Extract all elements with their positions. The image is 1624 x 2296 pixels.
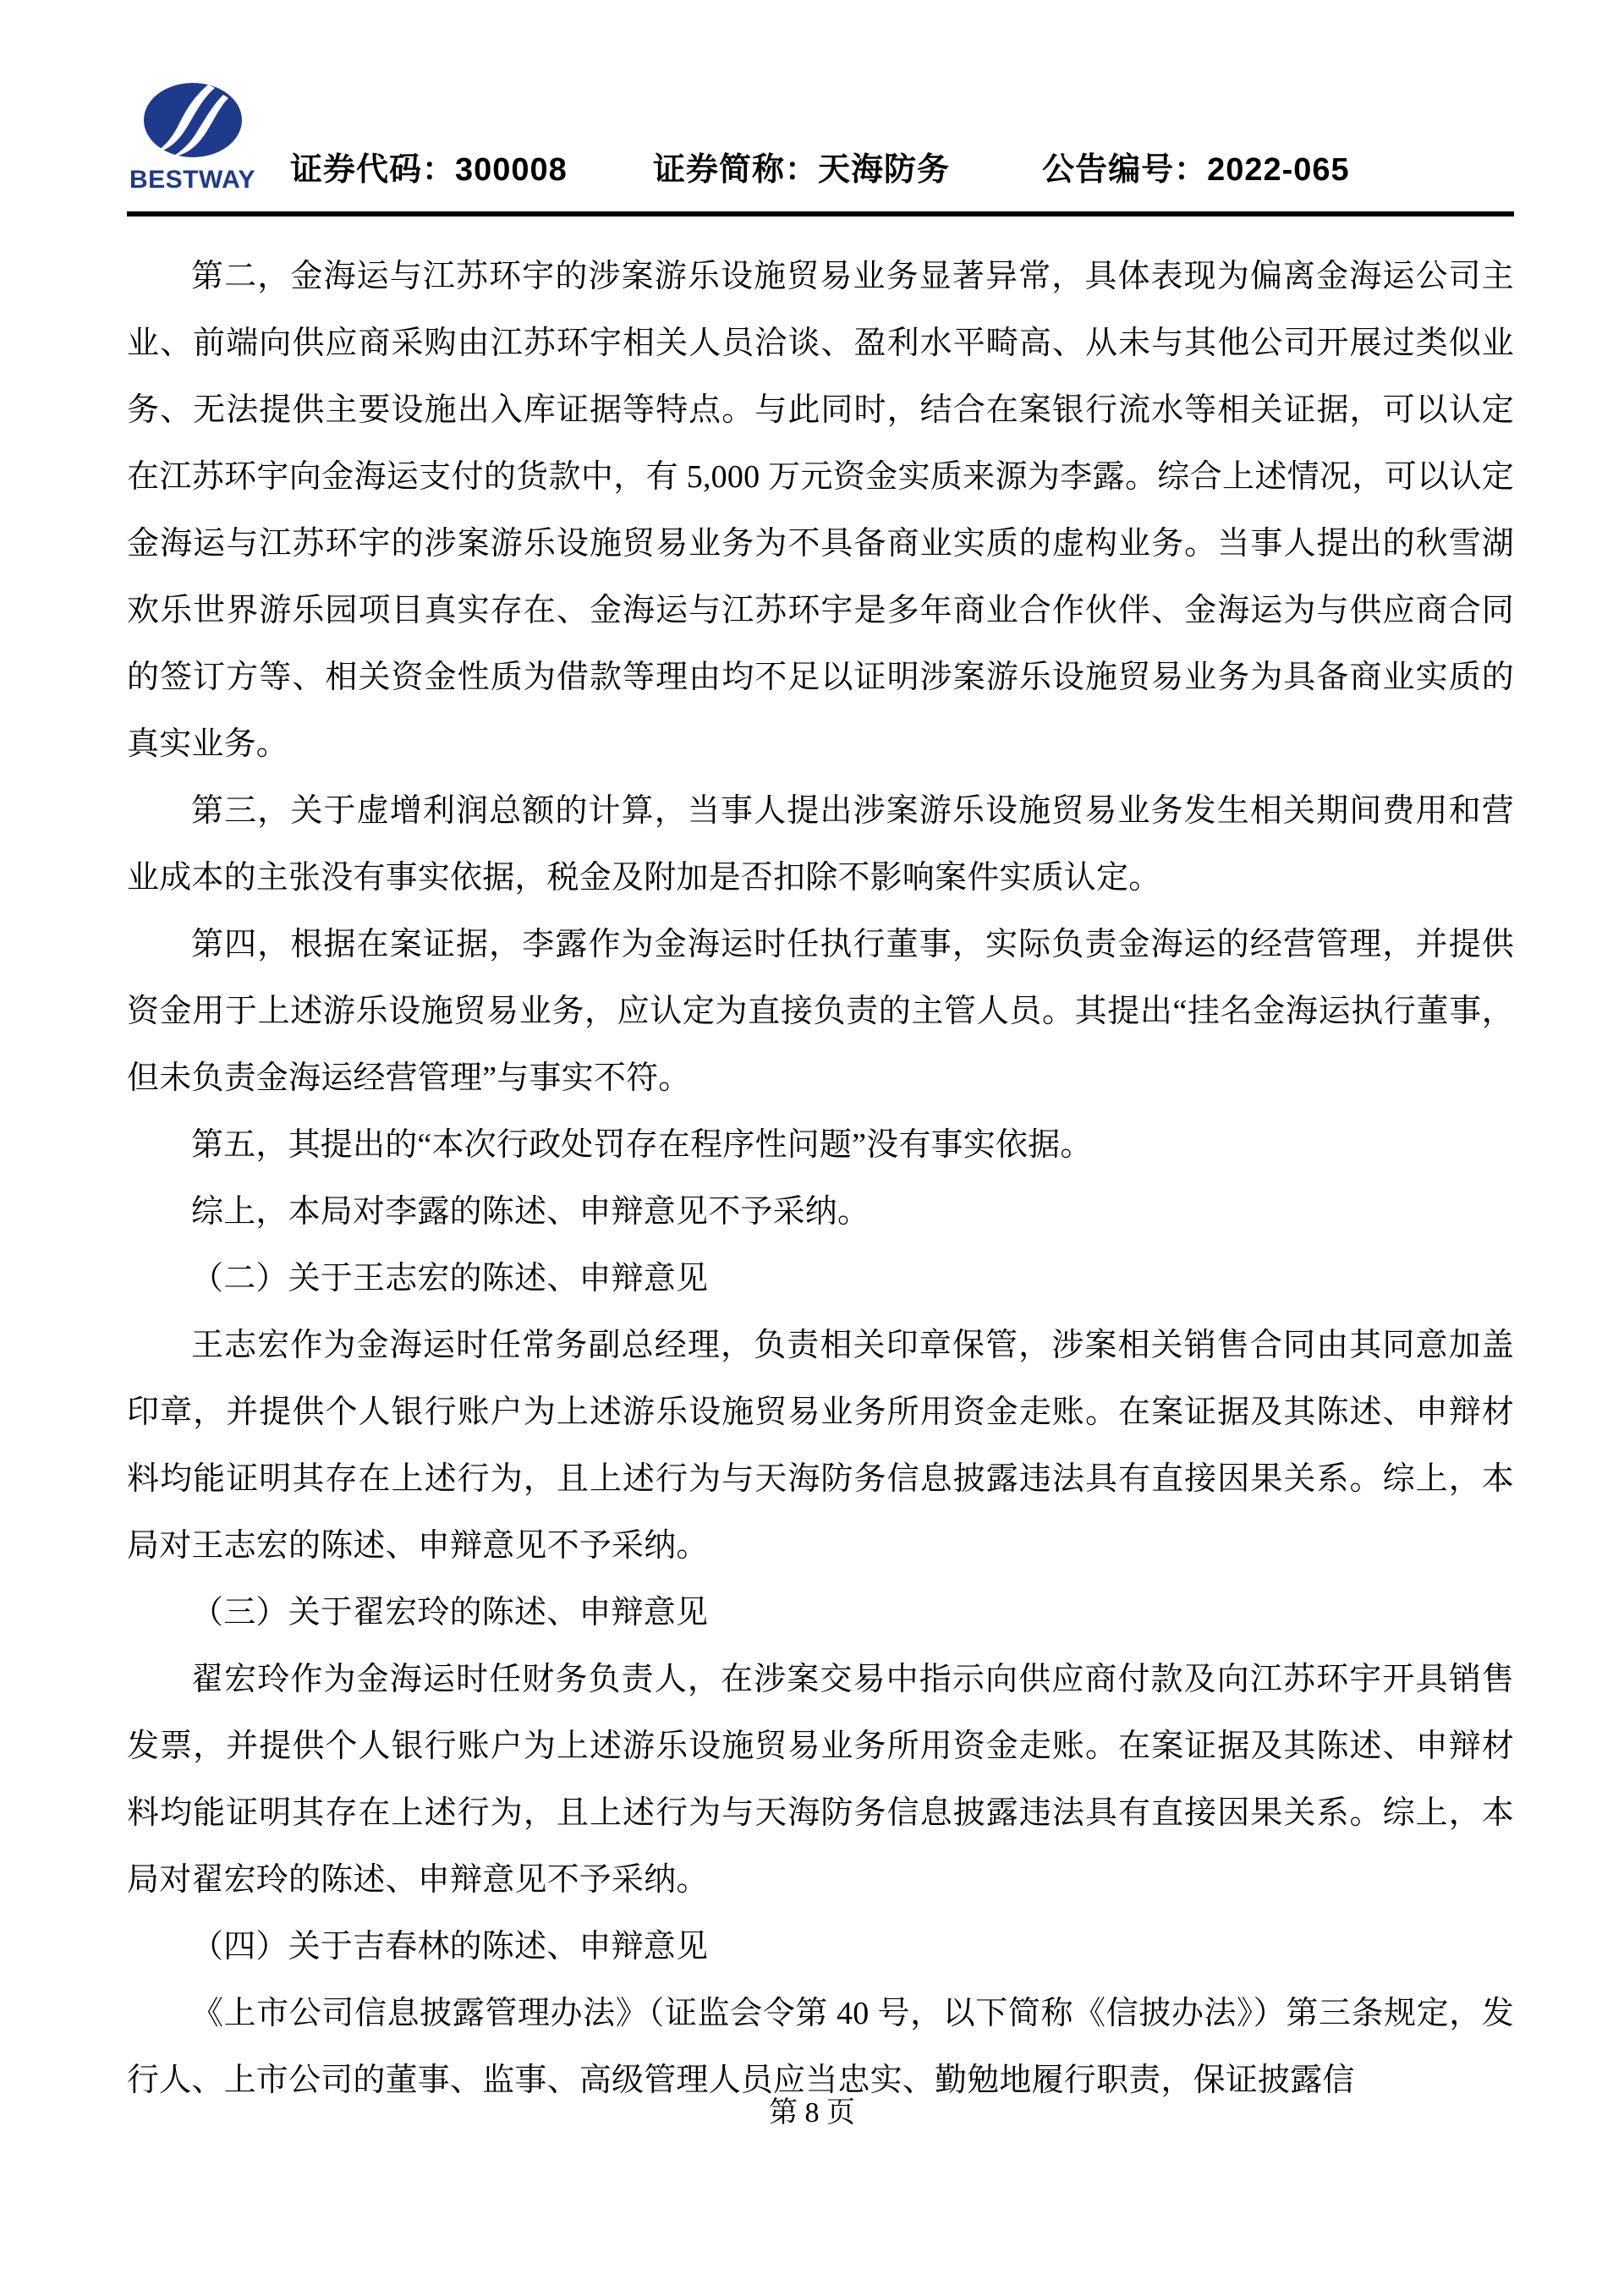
paragraph-jichunlin: 《上市公司信息披露管理办法》（证监会令第 40 号，以下简称《信披办法》）第三条规定，发行人、上市公司的董事、监事、高级管理人员应当忠实、勤勉地履行职责，保证披露信: [127, 1996, 1514, 2098]
paragraph-summary-lilu: 综上，本局对李露的陈述、申辩意见不予采纳。: [191, 1194, 870, 1230]
document-body: [127, 244, 1514, 2114]
paragraph-wangzhihong: 王志宏作为金海运时任常务副总经理，负责相关印章保管，涉案相关销售合同由其同意加盖印章，并提供个人银行账户为上述游乐设施贸易业务所用资金走账。在案证据及其陈述、申辩材料均能证明其存在上述行为，且上述行为与天海防务信息披露违法具有直接因果关系。综上，本局对王志宏的陈述、申辩意见不予采纳。: [127, 1328, 1514, 1564]
page-header: [127, 76, 1514, 224]
stock-short-name: 证券简称：天海防务: [652, 152, 950, 188]
paragraph-zhaihongling: 翟宏玲作为金海运时任财务负责人，在涉案交易中指示向供应商付款及向江苏环宇开具销售发票，并提供个人银行账户为上述游乐设施贸易业务所用资金走账。在案证据及其陈述、申辩材料均能证明其存在上述行为，且上述行为与天海防务信息披露违法具有直接因果关系。综上，本局对翟宏玲的陈述、申辩意见不予采纳。: [127, 1662, 1514, 1898]
company-logo: [127, 76, 258, 211]
announcement-number: 公告编号：2022-065: [1042, 152, 1350, 188]
heading-jichunlin: （四）关于吉春林的陈述、申辩意见: [191, 1929, 709, 1964]
paragraph-third: 第三，关于虚增利润总额的计算，当事人提出涉案游乐设施贸易业务发生相关期间费用和营业成本的主张没有事实依据，税金及附加是否扣除不影响案件实质认定。: [127, 793, 1514, 896]
bestway-ellipse-logo-icon: [142, 76, 244, 171]
paragraph-fifth: 第五，其提出的“本次行政处罚存在程序性问题”没有事实依据。: [191, 1127, 1093, 1163]
heading-zhaihongling: （三）关于翟宏玲的陈述、申辩意见: [191, 1595, 709, 1630]
heading-wangzhihong: （二）关于王志宏的陈述、申辩意见: [191, 1261, 709, 1296]
page-footer: [0, 2099, 1624, 2128]
stock-code: 证券代码：300008: [290, 152, 568, 188]
paragraph-second: 第二，金海运与江苏环宇的涉案游乐设施贸易业务显著异常，具体表现为偏离金海运公司主业、前端向供应商采购由江苏环宇相关人员洽谈、盈利水平畸高、从未与其他公司开展过类似业务、无法提供主要设施出入库证据等特点。与此同时，结合在案银行流水等相关证据，可以认定在江苏环宇向金海运支付的货款中，有 5,000 万元资金实质来源为李露。综合上述情况，可以认定金海运与江苏环宇的涉案游乐设施贸易业务为不具备商业实质的虚构业务。当事人提出的秋雪湖欢乐世界游乐园项目真实存在、金海运与江苏环宇是多年商业合作伙伴、金海运为与供应商合同的签订方等、相关资金性质为借款等理由均不足以证明涉案游乐设施贸易业务为具备商业实质的真实业务。: [127, 259, 1514, 762]
page-number: 第 8 页: [769, 2097, 855, 2129]
header-divider: [127, 211, 1514, 216]
paragraph-fourth: 第四，根据在案证据，李露作为金海运时任执行董事，实际负责金海运的经营管理，并提供资金用于上述游乐设施贸易业务，应认定为直接负责的主管人员。其提出“挂名金海运执行董事，但未负责金海运经营管理”与事实不符。: [127, 927, 1514, 1096]
header-title-row: [290, 154, 1514, 186]
logo-wordmark: BESTWAY: [129, 166, 256, 194]
